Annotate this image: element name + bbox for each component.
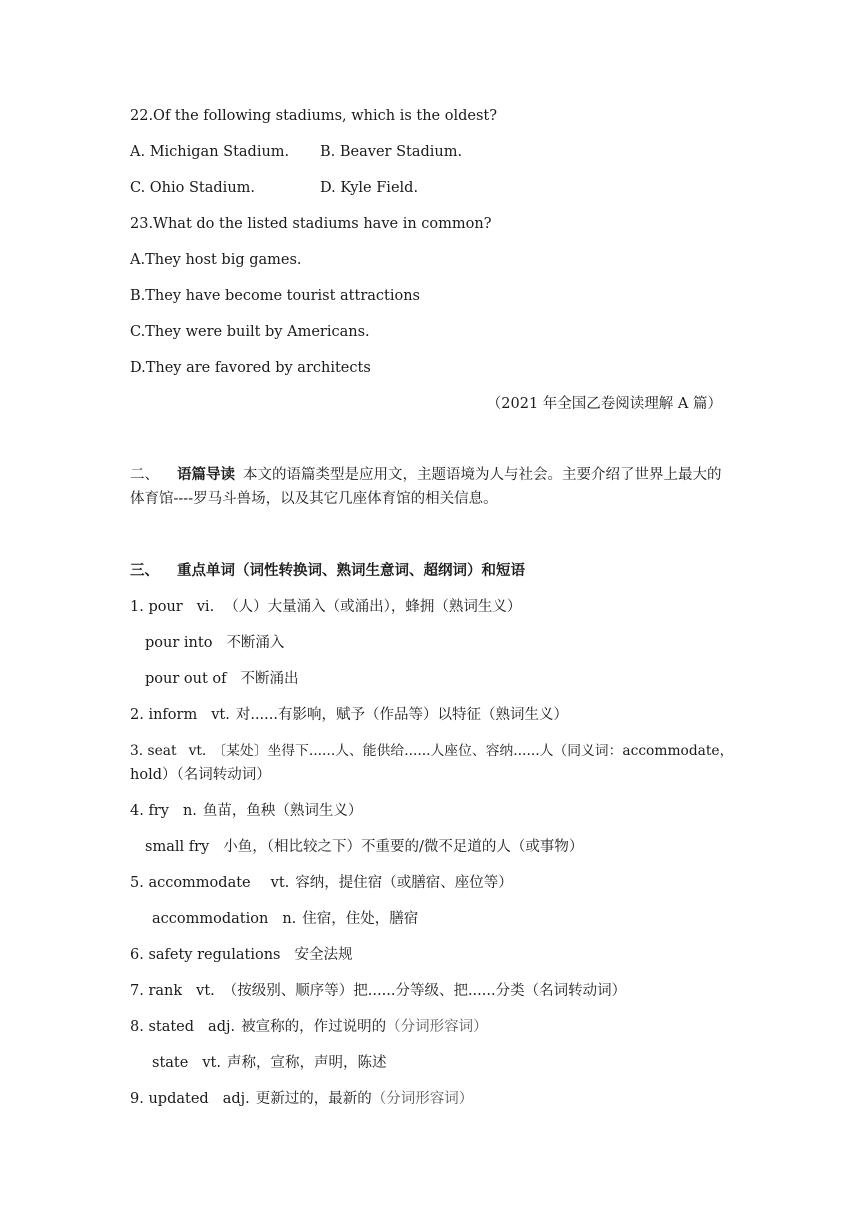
vocab-definition: 声称，宣称，声明，陈述 xyxy=(226,1055,387,1071)
vocab-entry-4 xyxy=(130,801,362,821)
vocab-word: 6. safety regulations xyxy=(130,947,281,963)
vocab-word: 5. accommodate xyxy=(130,875,251,891)
vocab-definition: 对......有影响，赋予（作品等）以特征（熟词生义） xyxy=(235,707,568,723)
vocab-definition: 被宣称的，作过说明的 xyxy=(241,1019,387,1035)
vocab-entry-2 xyxy=(130,705,568,725)
vocab-pos: vt. xyxy=(270,875,290,891)
vocab-word: 3. seat xyxy=(130,743,177,759)
section-2-number: 二、 xyxy=(130,467,159,483)
vocab-entry-9 xyxy=(130,1089,473,1109)
vocab-pos: adj. xyxy=(222,1091,250,1107)
vocab-definition: 〔某处〕坐得下......人、能供给......人座位、容纳......人（同义词：accommodate， xyxy=(212,743,734,759)
option-22-c: C. Ohio Stadium. xyxy=(130,180,256,196)
section-2-title: 语篇导读 xyxy=(177,466,235,483)
vocab-pos: vt. xyxy=(188,743,207,759)
vocab-pos: n. xyxy=(282,911,297,927)
vocab-note: （分词形容词） xyxy=(371,1091,474,1107)
vocab-entry-7 xyxy=(130,981,626,1001)
vocab-entry-8 xyxy=(130,1017,488,1037)
vocab-definition: （按级别、顺序等）把......分等级、把......分类（名词转动词） xyxy=(222,983,627,999)
source-citation: （2021 年全国乙卷阅读理解 A 篇） xyxy=(486,396,722,412)
section-3-number: 三、 xyxy=(130,562,159,579)
vocab-entry-1 xyxy=(130,597,521,617)
option-22-a: A. Michigan Stadium. xyxy=(130,144,290,160)
vocab-definition: （人）大量涌入（或涌出），蜂拥（熟词生义） xyxy=(224,599,522,615)
vocab-definition: 小鱼，（相比较之下）不重要的/微不足道的人（或事物） xyxy=(223,839,584,855)
vocab-definition: 鱼苗，鱼秧（熟词生义） xyxy=(202,803,363,819)
vocab-word: pour out of xyxy=(145,671,227,687)
section-2-text-line-1: 本文的语篇类型是应用文，主题语境为人与社会。主要介绍了世界上最大的 xyxy=(243,467,722,483)
option-23-b: B.They have become tourist attractions xyxy=(130,288,420,304)
vocab-entry-3-continued: hold）（名词转动词） xyxy=(130,767,271,783)
option-23-c: C.They were built by Americans. xyxy=(130,324,370,340)
vocab-entry-3 xyxy=(130,741,733,761)
vocab-entry-8a xyxy=(152,1053,386,1073)
vocab-word: 8. stated xyxy=(130,1019,195,1035)
vocab-word: 9. updated xyxy=(130,1091,209,1107)
vocab-entry-5a xyxy=(152,909,418,929)
vocab-definition: 不断涌出 xyxy=(240,671,299,687)
option-23-a: A.They host big games. xyxy=(130,252,302,268)
vocab-pos: vt. xyxy=(196,983,215,999)
vocab-entry-1a xyxy=(145,633,284,653)
option-22-b: B. Beaver Stadium. xyxy=(320,144,463,160)
vocab-word: 4. fry xyxy=(130,803,169,819)
question-23-stem: 23.What do the listed stadiums have in common? xyxy=(130,216,492,232)
vocab-entry-6 xyxy=(130,945,353,965)
vocab-definition: 住宿，住处，膳宿 xyxy=(302,911,419,927)
vocab-definition: 不断涌入 xyxy=(226,635,285,651)
vocab-pos: vt. xyxy=(202,1055,221,1071)
vocab-word: pour into xyxy=(145,635,213,651)
vocab-pos: adj. xyxy=(208,1019,236,1035)
option-23-d: D.They are favored by architects xyxy=(130,360,371,376)
vocab-pos: vt. xyxy=(211,707,230,723)
vocab-entry-5 xyxy=(130,873,513,893)
vocab-definition: 更新过的，最新的 xyxy=(255,1091,372,1107)
vocab-word: 2. inform xyxy=(130,707,198,723)
vocab-definition: 安全法规 xyxy=(294,947,353,963)
vocab-entry-1b xyxy=(145,669,299,689)
vocab-word: 7. rank xyxy=(130,983,183,999)
vocab-note: （分词形容词） xyxy=(386,1019,488,1035)
vocab-definition: 容纳，提住宿（或膳宿、座位等） xyxy=(295,875,513,891)
vocab-word: 1. pour xyxy=(130,599,183,615)
section-3-title: 重点单词（词性转换词、熟词生意词、超纲词）和短语 xyxy=(177,562,525,579)
vocab-word: small fry xyxy=(145,839,210,855)
section-3-heading xyxy=(130,561,525,581)
vocab-word: state xyxy=(152,1055,189,1071)
question-22-stem: 22.Of the following stadiums, which is the oldest? xyxy=(130,108,498,124)
option-22-d: D. Kyle Field. xyxy=(320,180,419,196)
vocab-pos: vi. xyxy=(196,599,215,615)
section-2-text-line-2: 体育馆----罗马斗兽场，以及其它几座体育馆的相关信息。 xyxy=(130,491,498,507)
vocab-word: accommodation xyxy=(152,911,269,927)
vocab-pos: n. xyxy=(182,803,197,819)
section-2-heading xyxy=(130,465,722,485)
vocab-entry-4a xyxy=(145,837,583,857)
